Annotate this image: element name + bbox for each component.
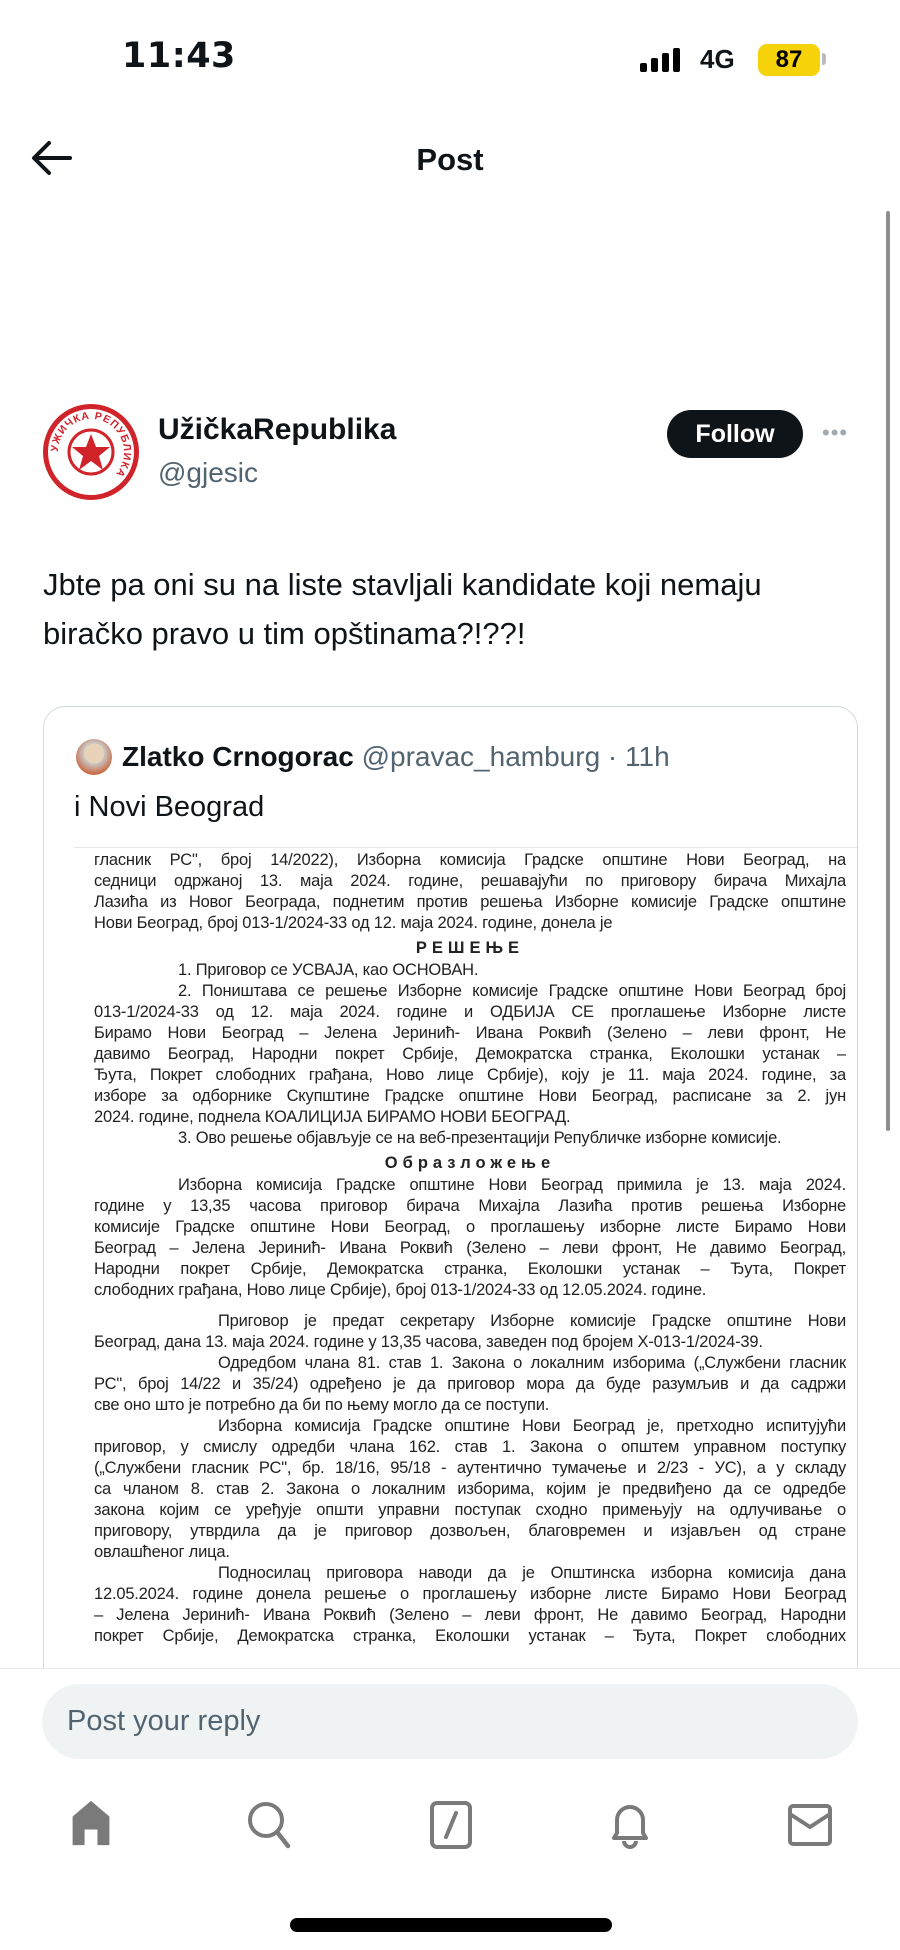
document-line: Београд, дана 13. маја 2024. године у 13,35 часова, заведен под бројем X-013-1/2024-39. bbox=[94, 1333, 763, 1351]
document-line: – Јелена Јеринић- Ивана Роквић (Зелено – леви фронт, Не давимо Београд, Народни bbox=[94, 1606, 846, 1624]
document-image[interactable] bbox=[74, 847, 858, 1706]
reply-input[interactable]: Post your reply bbox=[42, 1684, 858, 1759]
home-icon[interactable] bbox=[66, 1800, 116, 1850]
quoted-post-text: i Novi Beograd bbox=[74, 791, 265, 823]
document-line: 12.05.2024. године донела решење о проглашењу изборне листе Бирамо Нови Београд bbox=[94, 1585, 846, 1603]
notifications-icon[interactable] bbox=[605, 1800, 655, 1850]
battery-tip bbox=[822, 53, 826, 65]
quoted-author-name: Zlatko Crnogorac bbox=[122, 741, 354, 772]
document-line: покрет Србије, Демократска странка, Еколошки устанак – Ђута, Покрет слободних bbox=[94, 1627, 846, 1645]
document-line: Београд – Јелена Јеринић- Ивана Роквић (Зелено – леви фронт, Не давимо Београд, bbox=[94, 1239, 846, 1257]
document-line: Лазића из Новог Београда, поднетим против решења Изборне комисије Градске општине bbox=[94, 893, 846, 911]
document-line: Подносилац приговора наводи да је Општинска изборна комисија дана bbox=[218, 1564, 846, 1582]
document-line: 1. Приговор се УСВАЈА, као ОСНОВАН. bbox=[178, 961, 479, 979]
separator: · bbox=[607, 741, 618, 772]
document-line: приговор, у смислу одредби члана 162. став 1. Закона о општем управном поступку bbox=[94, 1438, 846, 1456]
status-time: 11:43 bbox=[122, 36, 236, 76]
document-line: Одредбом члана 81. став 1. Закона о локалним изборима („Службени гласник bbox=[218, 1354, 846, 1372]
document-line: слободних грађана, Ново лице Србије), број 013-1/2024-33 од 12.05.2024. године. bbox=[94, 1281, 707, 1299]
document-heading: Образложење bbox=[384, 1154, 556, 1172]
grok-icon[interactable] bbox=[426, 1800, 476, 1850]
document-line: комисије Градске општине Нови Београд, о проглашењу изборне листе Бирамо Нови bbox=[94, 1218, 846, 1236]
follow-button[interactable]: Follow bbox=[667, 410, 803, 458]
document-line: 3. Ово решење објављује се на веб-презентацији Републичке изборне комисије. bbox=[178, 1129, 782, 1147]
document-line: 2. Поништава се решење Изборне комисије Градске општине Нови Београд број bbox=[178, 982, 846, 1000]
document-line: све оно што је потребно да би по њему могло да се поступи. bbox=[94, 1396, 550, 1414]
document-line: („Службени гласник РС", бр. 18/16, 95/18 - аутентично тумачење и 2/23 - УС), а у складу bbox=[94, 1459, 846, 1477]
messages-icon[interactable] bbox=[785, 1800, 835, 1850]
author-name[interactable]: UžičkaRepublika bbox=[158, 413, 397, 446]
post-text: Jbte pa oni su na liste stavljali kandidate koji nemaju biračko pravo u tim opštinama?!??! bbox=[43, 567, 762, 651]
document-line: РС", број 14/22 и 35/24) одређено је да приговор мора да буде разумљив и да садржи bbox=[94, 1375, 846, 1393]
document-line: Изборна комисија Градске општине Нови Београд примила је 13. маја 2024. bbox=[178, 1176, 846, 1194]
document-line: гласник РС", број 14/2022), Изборна комисија Градске општине Нови Београд, на bbox=[94, 851, 846, 869]
document-line: са чланом 8. став 2. Закона о локалним изборима, којим је предвиђено да се одредбе bbox=[94, 1480, 846, 1498]
avatar-logo-text: УЖИЧКА РЕПУБЛИКА bbox=[48, 409, 134, 480]
document-line: Народни покрет Србије, Демократска странка, Еколошки устанак – Ђута, Покрет bbox=[94, 1260, 846, 1278]
document-line: седници одржаној 13. маја 2024. године, решавајући по приговору бирача Михајла bbox=[94, 872, 846, 890]
document-line: 2024. године, поднела КОАЛИЦИЈА БИРАМО НОВИ БЕОГРАД. bbox=[94, 1108, 571, 1126]
network-type: 4G bbox=[700, 44, 735, 74]
document-line: Нови Београд, број 013-1/2024-33 од 12. маја 2024. године, донела је bbox=[94, 914, 613, 932]
more-options-icon[interactable]: ••• bbox=[822, 420, 849, 445]
document-line: Бирамо Нови Београд – Јелена Јеринић- Ивана Роквић (Зелено – леви фронт, Не bbox=[94, 1024, 846, 1042]
home-indicator bbox=[290, 1918, 612, 1932]
document-line: закона којим се уређује општи управни поступак сходно примењују на одлучивање о bbox=[94, 1501, 846, 1519]
document-line: давимо Београд, Народни покрет Србије, Демократска странка, Еколошки устанак – bbox=[94, 1045, 846, 1063]
author-handle[interactable]: @gjesic bbox=[158, 457, 259, 488]
author-avatar[interactable] bbox=[43, 404, 139, 500]
scrollbar[interactable] bbox=[886, 211, 890, 1131]
document-line: године у 13,35 часова приговор бирача Михајла Лазића против решења Изборне bbox=[94, 1197, 846, 1215]
document-line: 013-1/2024-33 од 12. маја 2024. године и ОДБИЈА СЕ проглашење Изборне листе bbox=[94, 1003, 846, 1021]
signal-icon bbox=[640, 48, 680, 72]
page-title: Post bbox=[416, 142, 484, 177]
search-icon[interactable] bbox=[245, 1800, 295, 1850]
quoted-post-time: 11h bbox=[625, 741, 670, 772]
quoted-author-avatar bbox=[76, 739, 112, 775]
document-line: изборе за одборнике Скупштине Градске општине Нови Београд, расписане за 2. јун bbox=[94, 1087, 846, 1105]
document-line: Приговор је предат секретару Изборне комисије Градске општине Нови bbox=[218, 1312, 846, 1330]
quoted-author-handle: @pravac_hamburg bbox=[361, 741, 601, 772]
document-line: Изборна комисија Градске општине Нови Београд је, претходно испитујући bbox=[218, 1417, 846, 1435]
quoted-post-header bbox=[122, 741, 670, 773]
document-heading: РЕШЕЊЕ bbox=[415, 939, 525, 957]
battery-icon: 87 bbox=[758, 44, 820, 76]
document-line: приговору, утврдила да је приговор дозвољен, благовремен и изјављен од стране bbox=[94, 1522, 846, 1540]
document-text bbox=[94, 850, 846, 1647]
document-line: Ђута, Покрет слободних грађана, Ново лице Србије), коју је 11. маја 2024. године, за bbox=[94, 1066, 846, 1084]
document-line: овлашћеног лица. bbox=[94, 1543, 230, 1561]
quoted-post[interactable] bbox=[43, 706, 858, 1706]
